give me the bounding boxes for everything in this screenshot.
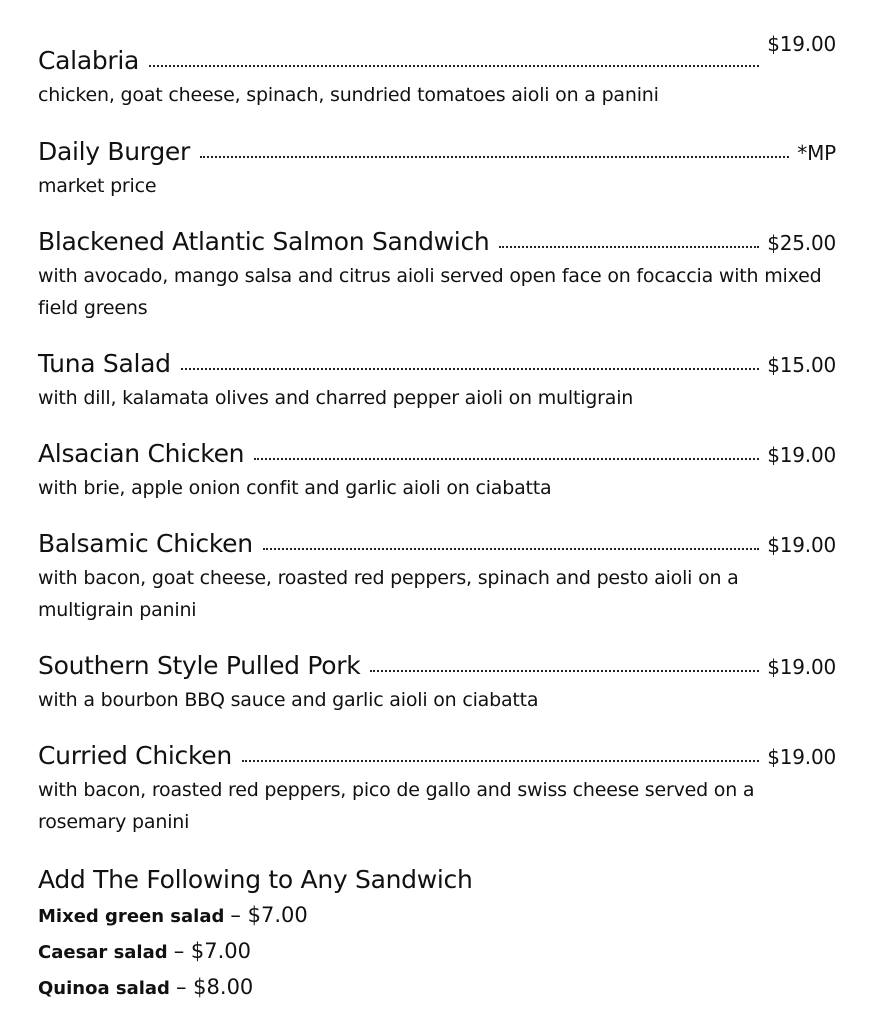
menu-item-name: Curried Chicken (38, 741, 232, 770)
menu-item-price: $25.00 (767, 231, 836, 255)
menu-item-price: $19.00 (767, 745, 836, 769)
dot-leader (181, 366, 759, 370)
dot-leader (254, 456, 759, 460)
menu-item-description: market price (38, 175, 157, 197)
menu-item-curried-chicken (38, 741, 836, 838)
menu-item-header (38, 651, 836, 682)
menu-item-description: with dill, kalamata olives and charred pepper aioli on multigrain (38, 387, 634, 409)
menu-item-price: $19.00 (767, 533, 836, 557)
menu-item-description: with a bourbon BBQ sauce and garlic aioli on ciabatta (38, 689, 539, 711)
menu-item-description: with bacon, goat cheese, roasted red peppers, spinach and pesto aioli on a multigrain panini (38, 567, 739, 621)
addon-name: Caesar salad (38, 942, 168, 963)
menu-item-price: *MP (797, 141, 836, 165)
menu-item-header (38, 32, 836, 77)
addon-price: – $8.00 (176, 975, 254, 999)
menu-item-name: Blackened Atlantic Salmon Sandwich (38, 227, 490, 256)
menu-item-price: $15.00 (767, 353, 836, 377)
menu-item-name: Balsamic Chicken (38, 529, 253, 558)
addon-item (38, 970, 836, 1006)
addons-section (38, 862, 836, 1006)
addon-item (38, 898, 836, 934)
menu-item-name: Alsacian Chicken (38, 439, 245, 468)
menu-item-header (38, 227, 836, 258)
menu-item-price: $19.00 (767, 443, 836, 467)
menu-item-name: Daily Burger (38, 137, 190, 166)
menu-item-name: Tuna Salad (38, 349, 171, 378)
addon-price: – $7.00 (173, 939, 251, 963)
addons-title: Add The Following to Any Sandwich (38, 865, 473, 894)
menu-item-price: $19.00 (767, 655, 836, 679)
addon-item (38, 934, 836, 970)
menu-item-header (38, 529, 836, 560)
menu-item-description: chicken, goat cheese, spinach, sundried tomatoes aioli on a panini (38, 84, 659, 106)
dot-leader (263, 546, 759, 550)
dot-leader (200, 154, 789, 158)
addon-name: Mixed green salad (38, 906, 225, 927)
addon-name: Quinoa salad (38, 978, 170, 999)
menu-item-header (38, 439, 836, 470)
menu-item-description: with bacon, roasted red peppers, pico de gallo and swiss cheese served on a rosemary panini (38, 779, 755, 833)
menu-item-header (38, 137, 836, 168)
dot-leader (149, 63, 759, 67)
menu-item-tuna-salad (38, 349, 836, 414)
menu-item-header (38, 349, 836, 380)
menu-item-header (38, 741, 836, 772)
dot-leader (370, 668, 759, 672)
menu-item-pulled-pork (38, 651, 836, 716)
menu-item-name: Southern Style Pulled Pork (38, 651, 361, 680)
menu-item-description: with brie, apple onion confit and garlic aioli on ciabatta (38, 477, 552, 499)
menu-item-alsacian-chicken (38, 439, 836, 504)
dot-leader (242, 758, 759, 762)
menu-item-description: with avocado, mango salsa and citrus aioli served open face on focaccia with mixed field greens (38, 265, 822, 319)
menu-item-salmon-sandwich (38, 227, 836, 324)
menu-item-calabria (38, 32, 836, 111)
menu-item-balsamic-chicken (38, 529, 836, 626)
dot-leader (499, 244, 759, 248)
menu-item-daily-burger (38, 137, 836, 202)
addon-price: – $7.00 (230, 903, 308, 927)
menu-item-price: $19.00 (767, 32, 836, 56)
menu-item-name: Calabria (38, 46, 140, 75)
